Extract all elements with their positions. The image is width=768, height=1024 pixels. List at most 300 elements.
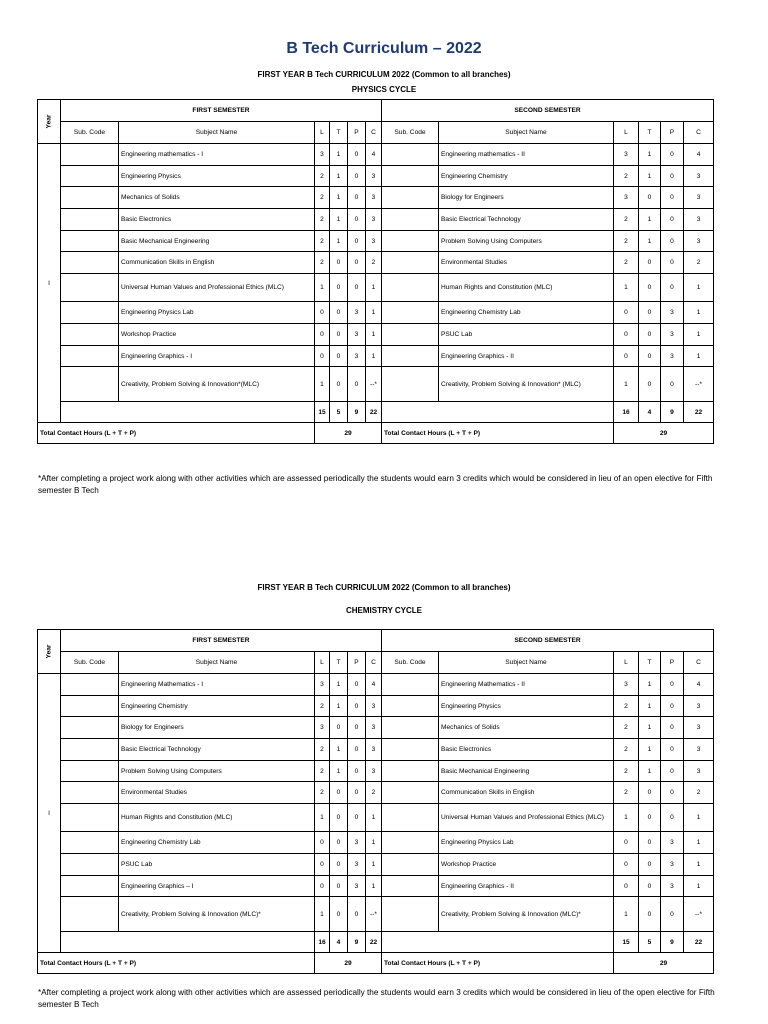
- sub-code-cell: [382, 876, 439, 897]
- physics-cycle-title: PHYSICS CYCLE: [351, 85, 417, 94]
- credit-l-cell: 1: [315, 897, 330, 932]
- subject-name-cell: Biology for Engineers: [439, 187, 614, 209]
- credit-c-cell: 2: [684, 252, 714, 274]
- page-title: B Tech Curriculum – 2022: [286, 40, 482, 57]
- year-value: I: [38, 144, 61, 423]
- sub-code-cell: [61, 739, 119, 761]
- table-row: [38, 209, 714, 231]
- credit-p-cell: 3: [348, 346, 366, 367]
- credit-c-cell: 4: [684, 144, 714, 166]
- col-header-subject-name: Subject Name: [119, 652, 315, 674]
- credit-l-cell: 1: [315, 367, 330, 402]
- total-c-cell: 22: [684, 932, 714, 953]
- credit-t-cell: 1: [639, 166, 661, 187]
- table-row: [38, 717, 714, 739]
- sub-code-cell: [382, 346, 439, 367]
- sub-code-cell: [61, 876, 119, 897]
- credit-c-cell: 2: [684, 782, 714, 804]
- table-row: [38, 367, 714, 402]
- credit-l-cell: 2: [614, 761, 639, 782]
- credit-c-cell: 3: [684, 209, 714, 231]
- credit-c-cell: --*: [684, 367, 714, 402]
- subject-name-cell: Communication Skills in English: [439, 782, 614, 804]
- credit-p-cell: 0: [348, 739, 366, 761]
- col-header-subject-name: Subject Name: [119, 122, 315, 144]
- col-header-t: T: [639, 652, 661, 674]
- credit-t-cell: 1: [639, 144, 661, 166]
- credit-l-cell: 3: [315, 144, 330, 166]
- subject-name-cell: Universal Human Values and Professional Ethics (MLC): [439, 804, 614, 832]
- second-semester-title: SECOND SEMESTER: [382, 630, 714, 652]
- totals-spacer: [382, 932, 614, 953]
- col-header-sub-code: Sub. Code: [61, 122, 119, 144]
- subject-name-cell: Communication Skills in English: [119, 252, 315, 274]
- table-row: [38, 804, 714, 832]
- subject-name-cell: Engineering Graphics - II: [439, 346, 614, 367]
- credit-l-cell: 0: [614, 854, 639, 876]
- col-header-t: T: [639, 122, 661, 144]
- subject-name-cell: Creativity, Problem Solving & Innovation (MLC)*: [439, 897, 614, 932]
- col-header-c: C: [684, 652, 714, 674]
- credit-t-cell: 0: [639, 854, 661, 876]
- sub-code-cell: [382, 209, 439, 231]
- credit-l-cell: 0: [614, 324, 639, 346]
- credit-p-cell: 0: [348, 761, 366, 782]
- credit-l-cell: 1: [315, 274, 330, 302]
- table-row: [38, 187, 714, 209]
- credit-c-cell: 1: [366, 832, 382, 854]
- credit-c-cell: 3: [684, 761, 714, 782]
- credit-l-cell: 0: [315, 346, 330, 367]
- credit-c-cell: 2: [366, 252, 382, 274]
- credit-c-cell: 1: [684, 832, 714, 854]
- credit-t-cell: 1: [330, 739, 348, 761]
- sub-code-cell: [61, 696, 119, 717]
- credit-l-cell: 2: [315, 252, 330, 274]
- credit-l-cell: 1: [614, 274, 639, 302]
- table-row: [38, 696, 714, 717]
- sub-code-cell: [61, 897, 119, 932]
- table-row: [38, 144, 714, 166]
- credit-p-cell: 3: [661, 832, 684, 854]
- contact-hours-value: 29: [614, 953, 714, 974]
- sub-code-cell: [61, 346, 119, 367]
- credit-t-cell: 1: [639, 761, 661, 782]
- col-header-sub-code: Sub. Code: [61, 652, 119, 674]
- total-l-cell: 16: [315, 932, 330, 953]
- credit-t-cell: 1: [639, 717, 661, 739]
- credit-l-cell: 0: [315, 854, 330, 876]
- sub-code-cell: [382, 367, 439, 402]
- credit-p-cell: 0: [661, 717, 684, 739]
- credit-p-cell: 0: [661, 187, 684, 209]
- credit-l-cell: 0: [614, 876, 639, 897]
- credit-t-cell: 1: [330, 187, 348, 209]
- credit-t-cell: 0: [330, 832, 348, 854]
- sub-code-cell: [61, 209, 119, 231]
- credit-l-cell: 1: [614, 367, 639, 402]
- chemistry-heading: FIRST YEAR B Tech CURRICULUM 2022 (Common to all branches): [257, 583, 511, 592]
- credit-l-cell: 0: [315, 324, 330, 346]
- subject-name-cell: Engineering mathematics - I: [119, 144, 315, 166]
- credit-p-cell: 3: [661, 346, 684, 367]
- year-label: [38, 630, 61, 674]
- subject-name-cell: Engineering Mathematics - I: [119, 674, 315, 696]
- total-t-cell: 4: [639, 402, 661, 423]
- credit-l-cell: 3: [315, 717, 330, 739]
- subject-name-cell: Engineering Graphics – I: [119, 876, 315, 897]
- total-p-cell: 9: [348, 932, 366, 953]
- credit-c-cell: 2: [366, 782, 382, 804]
- subject-name-cell: Engineering Physics: [439, 696, 614, 717]
- credit-t-cell: 0: [330, 367, 348, 402]
- subject-name-cell: Workshop Practice: [439, 854, 614, 876]
- credit-t-cell: 0: [330, 897, 348, 932]
- credit-c-cell: 3: [366, 739, 382, 761]
- credit-p-cell: 0: [661, 144, 684, 166]
- sub-code-cell: [382, 324, 439, 346]
- sub-code-cell: [61, 274, 119, 302]
- credit-p-cell: 0: [348, 231, 366, 252]
- credit-p-cell: 0: [661, 209, 684, 231]
- contact-hours-value: 29: [315, 423, 382, 444]
- sub-code-cell: [61, 231, 119, 252]
- table-row: [38, 782, 714, 804]
- subject-name-cell: Human Rights and Constitution (MLC): [119, 804, 315, 832]
- credit-c-cell: 1: [684, 876, 714, 897]
- sub-code-cell: [61, 804, 119, 832]
- credit-l-cell: 2: [315, 187, 330, 209]
- credit-l-cell: 3: [614, 187, 639, 209]
- contact-hours-value: 29: [614, 423, 714, 444]
- credit-p-cell: 0: [348, 674, 366, 696]
- credit-t-cell: 0: [330, 854, 348, 876]
- credit-l-cell: 2: [614, 209, 639, 231]
- credit-l-cell: 2: [614, 782, 639, 804]
- credit-l-cell: 0: [614, 302, 639, 324]
- physics-heading: FIRST YEAR B Tech CURRICULUM 2022 (Common to all branches): [257, 70, 511, 79]
- total-c-cell: 22: [366, 932, 382, 953]
- credit-p-cell: 0: [348, 804, 366, 832]
- credit-t-cell: 0: [330, 252, 348, 274]
- credit-t-cell: 0: [639, 897, 661, 932]
- credit-c-cell: 1: [684, 324, 714, 346]
- sub-code-cell: [382, 302, 439, 324]
- credit-c-cell: 3: [366, 231, 382, 252]
- credit-p-cell: 0: [661, 231, 684, 252]
- table-row: [38, 302, 714, 324]
- table-row: [38, 854, 714, 876]
- credit-l-cell: 2: [614, 166, 639, 187]
- credit-p-cell: 3: [348, 832, 366, 854]
- subject-name-cell: Mechanics of Solids: [439, 717, 614, 739]
- total-t-cell: 5: [639, 932, 661, 953]
- credit-c-cell: 1: [684, 854, 714, 876]
- total-l-cell: 15: [614, 932, 639, 953]
- credit-l-cell: 0: [315, 832, 330, 854]
- contact-hours-value: 29: [315, 953, 382, 974]
- subject-name-cell: Environmental Studies: [439, 252, 614, 274]
- first-semester-title: FIRST SEMESTER: [61, 630, 382, 652]
- credit-l-cell: 1: [315, 804, 330, 832]
- subject-name-cell: PSUC Lab: [119, 854, 315, 876]
- credit-c-cell: 3: [366, 166, 382, 187]
- total-c-cell: 22: [366, 402, 382, 423]
- credit-p-cell: 0: [348, 144, 366, 166]
- credit-t-cell: 0: [639, 346, 661, 367]
- totals-spacer: [382, 402, 614, 423]
- subject-name-cell: Engineering Mathematics - II: [439, 674, 614, 696]
- table-row: [38, 897, 714, 932]
- sub-code-cell: [61, 166, 119, 187]
- credit-c-cell: 1: [366, 804, 382, 832]
- credit-t-cell: 1: [330, 209, 348, 231]
- sub-code-cell: [61, 854, 119, 876]
- col-header-subject-name: Subject Name: [439, 122, 614, 144]
- credit-c-cell: 4: [366, 674, 382, 696]
- table-row: [38, 274, 714, 302]
- table-row: [38, 674, 714, 696]
- credit-l-cell: 2: [614, 696, 639, 717]
- totals-spacer: [61, 402, 315, 423]
- sub-code-cell: [61, 144, 119, 166]
- credit-t-cell: 0: [330, 782, 348, 804]
- sub-code-cell: [382, 717, 439, 739]
- subject-name-cell: Basic Electrical Technology: [439, 209, 614, 231]
- subject-name-cell: Workshop Practice: [119, 324, 315, 346]
- contact-hours-label: Total Contact Hours (L + T + P): [38, 423, 315, 444]
- credit-p-cell: 0: [348, 897, 366, 932]
- credit-l-cell: 2: [315, 696, 330, 717]
- credit-c-cell: 3: [366, 717, 382, 739]
- table-row: [38, 231, 714, 252]
- col-header-subject-name: Subject Name: [439, 652, 614, 674]
- subject-name-cell: Basic Electronics: [119, 209, 315, 231]
- credit-c-cell: --*: [684, 897, 714, 932]
- credit-t-cell: 1: [330, 144, 348, 166]
- chemistry-cycle-title: CHEMISTRY CYCLE: [345, 606, 422, 615]
- credit-l-cell: 2: [614, 717, 639, 739]
- col-header-t: T: [330, 652, 348, 674]
- sub-code-cell: [61, 832, 119, 854]
- credit-l-cell: 2: [315, 761, 330, 782]
- sub-code-cell: [382, 897, 439, 932]
- subject-name-cell: Engineering Graphics - II: [439, 876, 614, 897]
- credit-p-cell: 0: [661, 897, 684, 932]
- credit-c-cell: 3: [366, 187, 382, 209]
- credit-p-cell: 0: [348, 717, 366, 739]
- credit-t-cell: 0: [330, 876, 348, 897]
- credit-t-cell: 0: [639, 876, 661, 897]
- sub-code-cell: [61, 302, 119, 324]
- credit-t-cell: 0: [330, 274, 348, 302]
- credit-t-cell: 1: [330, 231, 348, 252]
- credit-t-cell: 1: [330, 674, 348, 696]
- table-row: [38, 761, 714, 782]
- credit-p-cell: 0: [661, 761, 684, 782]
- table-row: [38, 739, 714, 761]
- col-header-p: P: [348, 122, 366, 144]
- col-header-l: L: [315, 122, 330, 144]
- credit-c-cell: 4: [366, 144, 382, 166]
- table-row: [38, 166, 714, 187]
- sub-code-cell: [382, 274, 439, 302]
- subject-name-cell: Creativity, Problem Solving & Innovation*(MLC): [119, 367, 315, 402]
- credit-p-cell: 3: [661, 324, 684, 346]
- credit-t-cell: 1: [639, 209, 661, 231]
- credit-t-cell: 1: [330, 696, 348, 717]
- credit-l-cell: 2: [315, 166, 330, 187]
- total-p-cell: 9: [661, 932, 684, 953]
- sub-code-cell: [382, 252, 439, 274]
- subject-name-cell: Creativity, Problem Solving & Innovation (MLC)*: [119, 897, 315, 932]
- col-header-p: P: [661, 122, 684, 144]
- col-header-p: P: [661, 652, 684, 674]
- physics-footnote: *After completing a project work along with other activities which are assessed periodically the students would earn 3 credits which would be considered in lieu of an open elective for Fifth semester B Tech: [38, 474, 713, 495]
- credit-l-cell: 2: [315, 782, 330, 804]
- credit-t-cell: 0: [639, 832, 661, 854]
- credit-c-cell: --*: [366, 897, 382, 932]
- credit-c-cell: 4: [684, 674, 714, 696]
- credit-p-cell: 3: [348, 876, 366, 897]
- credit-c-cell: 3: [366, 696, 382, 717]
- credit-l-cell: 1: [614, 897, 639, 932]
- credit-p-cell: 0: [348, 166, 366, 187]
- subject-name-cell: Human Rights and Constitution (MLC): [439, 274, 614, 302]
- col-header-sub-code: Sub. Code: [382, 122, 439, 144]
- sub-code-cell: [382, 761, 439, 782]
- total-p-cell: 9: [348, 402, 366, 423]
- subject-name-cell: Universal Human Values and Professional Ethics (MLC): [119, 274, 315, 302]
- credit-l-cell: 0: [315, 876, 330, 897]
- credit-t-cell: 0: [639, 187, 661, 209]
- credit-p-cell: 0: [348, 252, 366, 274]
- credit-p-cell: 3: [661, 854, 684, 876]
- credit-p-cell: 3: [348, 324, 366, 346]
- sub-code-cell: [61, 252, 119, 274]
- subject-name-cell: Engineering mathematics - II: [439, 144, 614, 166]
- sub-code-cell: [382, 782, 439, 804]
- credit-t-cell: 0: [639, 324, 661, 346]
- sub-code-cell: [382, 674, 439, 696]
- subject-name-cell: Engineering Physics Lab: [439, 832, 614, 854]
- credit-l-cell: 2: [315, 231, 330, 252]
- subject-name-cell: Engineering Physics: [119, 166, 315, 187]
- credit-p-cell: 0: [348, 696, 366, 717]
- contact-hours-label: Total Contact Hours (L + T + P): [382, 423, 614, 444]
- year-value: I: [38, 674, 61, 953]
- subject-name-cell: Basic Mechanical Engineering: [119, 231, 315, 252]
- subject-name-cell: Engineering Chemistry: [119, 696, 315, 717]
- credit-l-cell: 0: [315, 302, 330, 324]
- credit-c-cell: 1: [366, 854, 382, 876]
- credit-p-cell: 0: [661, 274, 684, 302]
- credit-c-cell: 1: [366, 274, 382, 302]
- credit-c-cell: 1: [684, 804, 714, 832]
- credit-l-cell: 3: [614, 674, 639, 696]
- subject-name-cell: Mechanics of Solids: [119, 187, 315, 209]
- sub-code-cell: [382, 832, 439, 854]
- credit-p-cell: 0: [661, 782, 684, 804]
- credit-t-cell: 0: [639, 252, 661, 274]
- credit-c-cell: 3: [366, 761, 382, 782]
- sub-code-cell: [382, 696, 439, 717]
- credit-c-cell: --*: [366, 367, 382, 402]
- credit-c-cell: 3: [684, 696, 714, 717]
- table-row: [38, 252, 714, 274]
- table-row: [38, 832, 714, 854]
- contact-hours-label: Total Contact Hours (L + T + P): [382, 953, 614, 974]
- credit-p-cell: 0: [661, 166, 684, 187]
- credit-p-cell: 0: [348, 782, 366, 804]
- credit-c-cell: 3: [684, 231, 714, 252]
- sub-code-cell: [382, 739, 439, 761]
- credit-c-cell: 1: [366, 346, 382, 367]
- subject-name-cell: Engineering Chemistry: [439, 166, 614, 187]
- second-semester-title: SECOND SEMESTER: [382, 100, 714, 122]
- col-header-sub-code: Sub. Code: [382, 652, 439, 674]
- subject-name-cell: PSUC Lab: [439, 324, 614, 346]
- credit-c-cell: 3: [366, 209, 382, 231]
- table-row: [38, 346, 714, 367]
- credit-l-cell: 1: [614, 804, 639, 832]
- subject-name-cell: Environmental Studies: [119, 782, 315, 804]
- year-label-text: Year: [45, 114, 53, 129]
- col-header-l: L: [614, 122, 639, 144]
- credit-t-cell: 0: [330, 324, 348, 346]
- subject-name-cell: Basic Mechanical Engineering: [439, 761, 614, 782]
- credit-t-cell: 0: [330, 346, 348, 367]
- credit-c-cell: 1: [366, 324, 382, 346]
- col-header-c: C: [684, 122, 714, 144]
- credit-p-cell: 0: [661, 252, 684, 274]
- credit-p-cell: 0: [661, 739, 684, 761]
- credit-t-cell: 0: [639, 804, 661, 832]
- credit-t-cell: 1: [639, 231, 661, 252]
- sub-code-cell: [61, 782, 119, 804]
- sub-code-cell: [61, 324, 119, 346]
- credit-p-cell: 0: [348, 274, 366, 302]
- credit-c-cell: 3: [684, 739, 714, 761]
- credit-c-cell: 1: [684, 274, 714, 302]
- sub-code-cell: [61, 187, 119, 209]
- table-row: [38, 324, 714, 346]
- credit-p-cell: 0: [661, 696, 684, 717]
- contact-hours-label: Total Contact Hours (L + T + P): [38, 953, 315, 974]
- credit-p-cell: 3: [348, 302, 366, 324]
- credit-p-cell: 3: [348, 854, 366, 876]
- subject-name-cell: Engineering Chemistry Lab: [119, 832, 315, 854]
- col-header-c: C: [366, 122, 382, 144]
- table-row: [38, 876, 714, 897]
- year-label-text: Year: [45, 644, 53, 659]
- credit-l-cell: 2: [614, 252, 639, 274]
- credit-c-cell: 1: [366, 876, 382, 897]
- credit-t-cell: 0: [639, 302, 661, 324]
- sub-code-cell: [61, 761, 119, 782]
- col-header-c: C: [366, 652, 382, 674]
- credit-t-cell: 1: [330, 761, 348, 782]
- sub-code-cell: [382, 231, 439, 252]
- sub-code-cell: [382, 854, 439, 876]
- col-header-p: P: [348, 652, 366, 674]
- col-header-l: L: [315, 652, 330, 674]
- subject-name-cell: Engineering Chemistry Lab: [439, 302, 614, 324]
- credit-l-cell: 2: [315, 209, 330, 231]
- credit-t-cell: 1: [330, 166, 348, 187]
- credit-p-cell: 0: [348, 209, 366, 231]
- subject-name-cell: Basic Electrical Technology: [119, 739, 315, 761]
